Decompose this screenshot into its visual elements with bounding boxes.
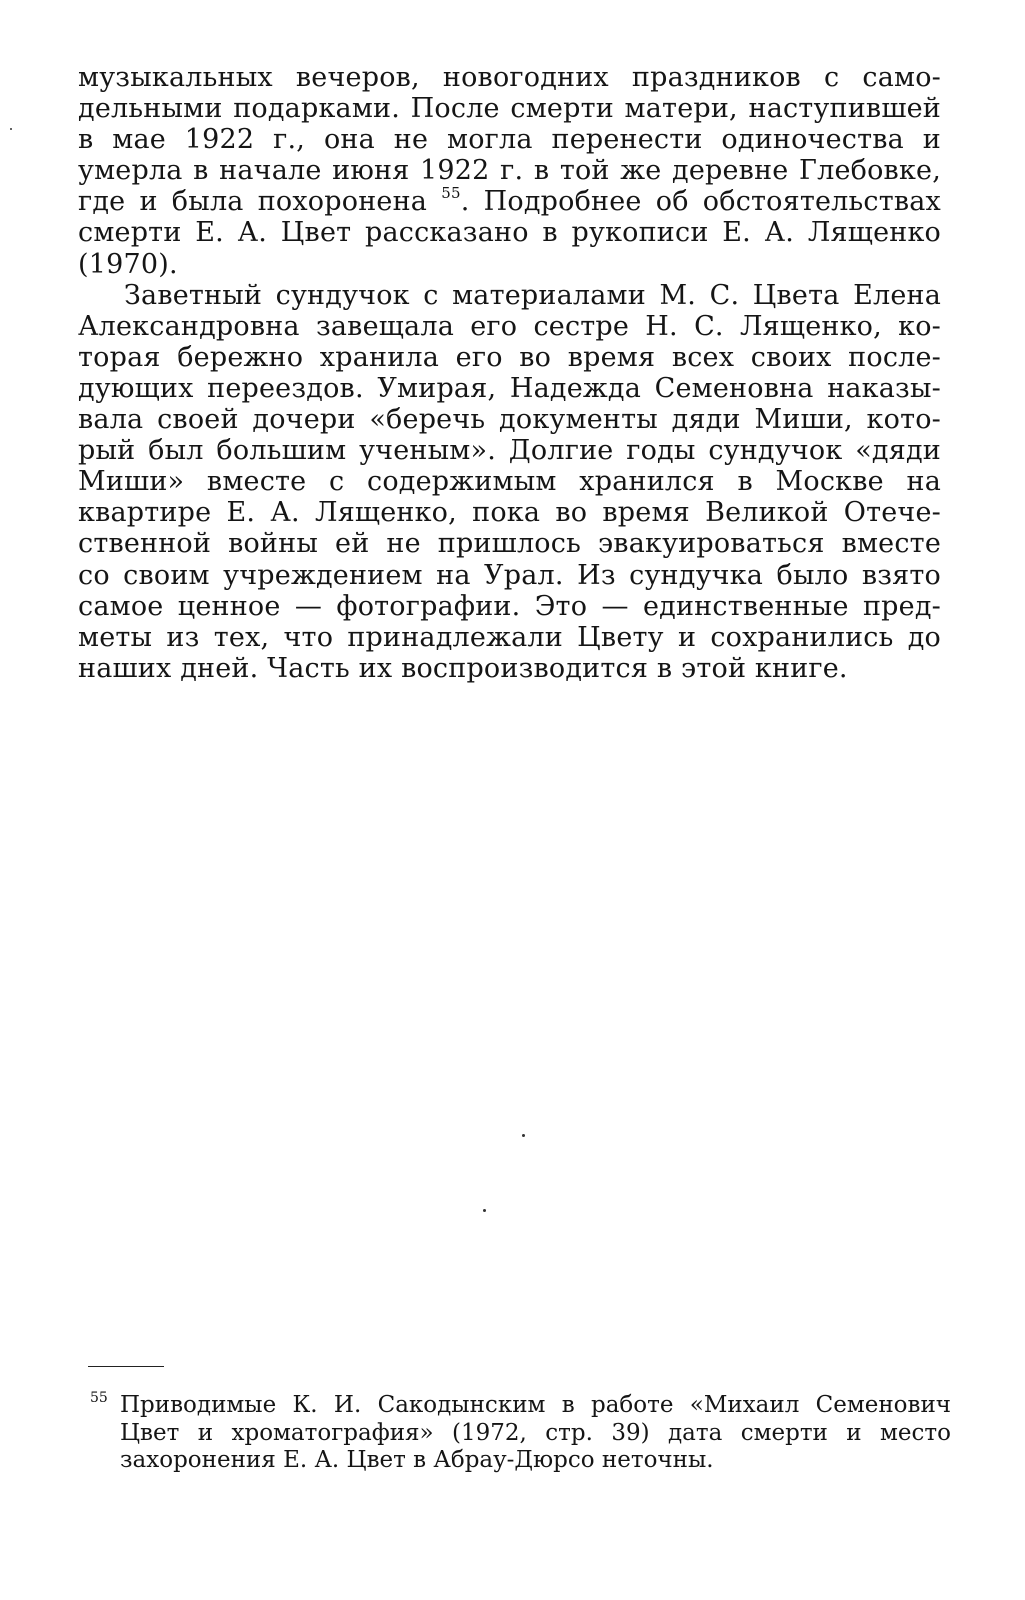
text-line: Заветный сундучок с материалами М. С. Цвета Елена	[124, 279, 941, 311]
scan-speck	[483, 1209, 486, 1212]
main-text	[78, 62, 941, 684]
text-fragment: где и была похоронена	[78, 186, 428, 218]
scan-speck	[10, 128, 12, 130]
footnote-line: Приводимые К. И. Сакодынским в работе «Михаил Семенович	[120, 1392, 951, 1418]
text-line: самое ценное — фотографии. Это — единственные пред-	[78, 590, 941, 622]
text-line: дующих переездов. Умирая, Надежда Семеновна наказы-	[78, 372, 941, 404]
text-fragment: . Подробнее об обстоятельствах	[460, 186, 941, 218]
text-line: наших дней. Часть их воспроизводится в этой книге.	[78, 652, 848, 684]
footnote	[120, 1392, 951, 1475]
text-line: рый был большим ученым». Долгие годы сундучок «дяди	[78, 435, 941, 467]
text-line: квартире Е. А. Лященко, пока во время Великой Отече-	[78, 497, 941, 529]
text-line: со своим учреждением на Урал. Из сундучка было взято	[78, 559, 941, 591]
footnote-marker: 55	[90, 1390, 108, 1406]
text-line: ственной войны ей не пришлось эвакуироваться вместе	[78, 528, 941, 560]
text-line: торая бережно хранила его во время всех своих после-	[78, 341, 941, 373]
text-line-with-footnote-ref	[78, 186, 941, 217]
text-line: Александровна завещала его сестре Н. С. Лященко, ко-	[78, 310, 941, 342]
text-line: (1970).	[78, 248, 178, 280]
text-line: вала своей дочери «беречь документы дяди Миши, кото-	[78, 404, 941, 436]
footnote-reference[interactable]: 55	[441, 184, 461, 203]
text-line: умерла в начале июня 1922 г. в той же деревне Глебовке,	[78, 155, 941, 187]
paragraph-1	[78, 62, 941, 280]
paragraph-2	[78, 280, 941, 684]
footnote-line: Цвет и хроматография» (1972, стр. 39) дата смерти и место	[120, 1419, 951, 1446]
footnote-divider	[88, 1366, 164, 1367]
text-line: меты из тех, что принадлежали Цвету и сохранились до	[78, 621, 941, 653]
text-line: Миши» вместе с содержимым хранился в Москве на	[78, 466, 941, 498]
footnote-line: захоронения Е. А. Цвет в Абрау-Дюрсо неточны.	[120, 1447, 714, 1473]
text-line: в мае 1922 г., она не могла перенести одиночества и	[78, 124, 941, 156]
scan-speck	[522, 1134, 525, 1137]
text-line: смерти Е. А. Цвет рассказано в рукописи Е. А. Лященко	[78, 217, 941, 249]
text-line: музыкальных вечеров, новогодних праздников с само-	[78, 62, 941, 93]
text-line: дельными подарками. После смерти матери, наступившей	[78, 93, 941, 125]
